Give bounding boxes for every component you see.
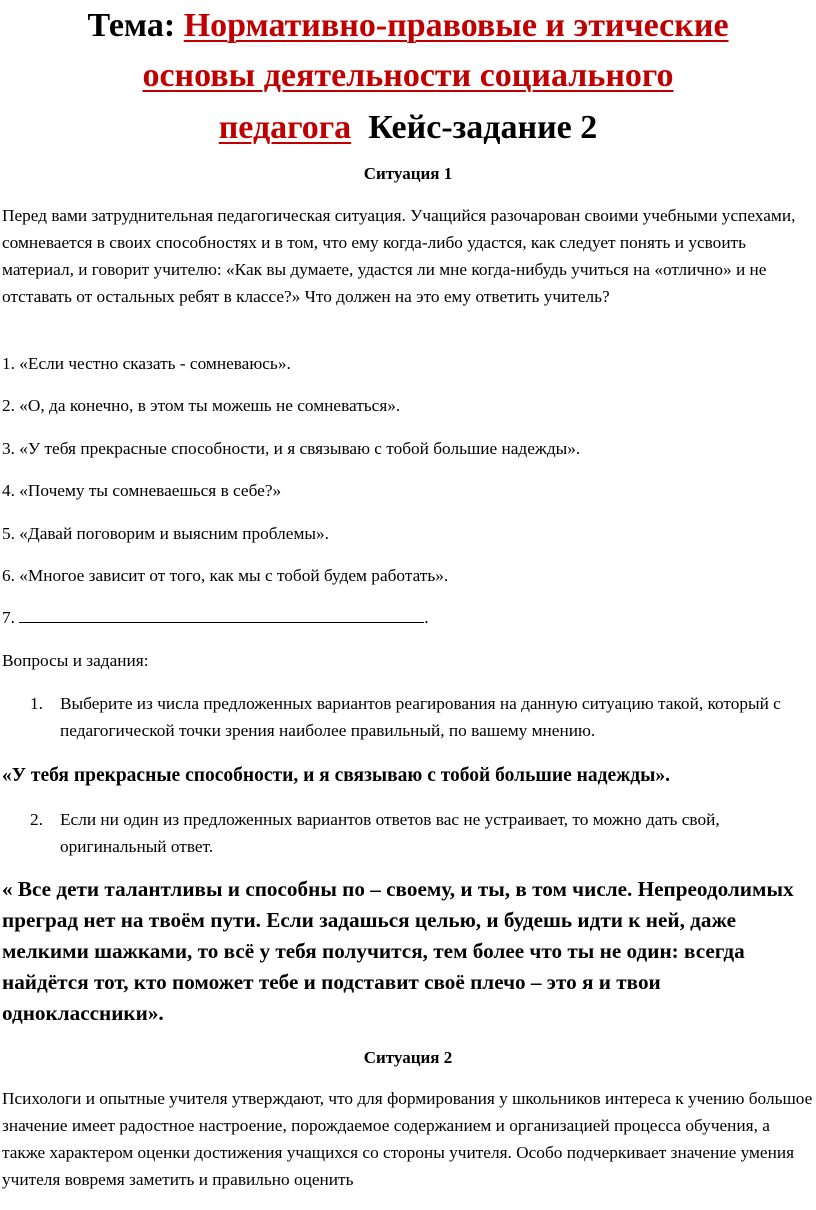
option-5: 5. «Давай поговорим и выясним проблемы». [2,524,329,543]
situation-1-heading: Ситуация 1 [363,164,453,183]
title-label: Тема: [87,7,176,44]
option-7-end: . [424,608,429,627]
topic-line-1: Нормативно-правовые и этические [183,7,729,44]
topic-line-3: педагога [218,109,352,146]
situation-2-text: Психологи и опытные учителя утверждают, что для формирования у школьников интереса к учению большое значение имеет радостное настроение, порождаемое содержанием и организацией процесса обучения, а также характером оценки достижения учащихся со стороны учителя. Особо подчеркивает значение умения учителя вовремя заметить и правильно оценить [2,1089,813,1189]
situation-2-heading: Ситуация 2 [363,1048,453,1067]
answer-1: «У тебя прекрасные способности, и я связываю с тобой большие надежды». [2,765,670,786]
option-7-number: 7. [2,608,15,627]
option-7-blank-line [19,607,424,623]
option-1: 1. «Если честно сказать - сомневаюсь». [2,354,291,373]
task-1-number: 1. [30,694,43,713]
questions-heading: Вопросы и задания: [2,651,149,670]
option-4: 4. «Почему ты сомневаешься в себе?» [2,481,282,500]
option-6: 6. «Многое зависит от того, как мы с тобой будем работать». [2,566,449,585]
case-title: Кейс-задание 2 [368,109,598,146]
situation-1-text: Перед вами затруднительная педагогическая ситуация. Учащийся разочарован своими учебными успехами, сомневается в своих способностях и в том, что ему когда-либо удастся, как следует понять и усвоить материал, и говорит учителю: «Как вы думаете, удастся ли мне когда-нибудь учиться на «отлично» и не отставать от остальных ребят в классе?» Что должен на это ему ответить учитель? [2,206,796,306]
option-3: 3. «У тебя прекрасные способности, и я связываю с тобой большие надежды». [2,439,581,458]
topic-line-2: основы деятельности социального [142,57,674,94]
answer-2: « Все дети талантливы и способны по – своему, и ты, в том числе. Непреодолимых преград нет на твоём пути. Если задашься целью, и будешь идти к ней, даже мелкими шажками, то всё у тебя получится, тем более что ты не один: всегда найдётся тот, кто поможет тебе и подставит своё плечо – это я и твои одноклассники». [2,877,794,1025]
task-2-text: Если ни один из предложенных вариантов ответов вас не устраивает, то можно дать свой, оригинальный ответ. [60,810,720,856]
task-2-number: 2. [30,810,43,829]
title-line-3 [0,108,816,148]
task-1-text: Выберите из числа предложенных вариантов реагирования на данную ситуацию такой, который с педагогической точки зрения наиболее правильный, по вашему мнению. [60,694,781,740]
title-line-1 [0,6,816,46]
option-2: 2. «О, да конечно, в этом ты можешь не сомневаться». [2,396,401,415]
option-7 [2,606,429,630]
title-line-2 [0,56,816,96]
